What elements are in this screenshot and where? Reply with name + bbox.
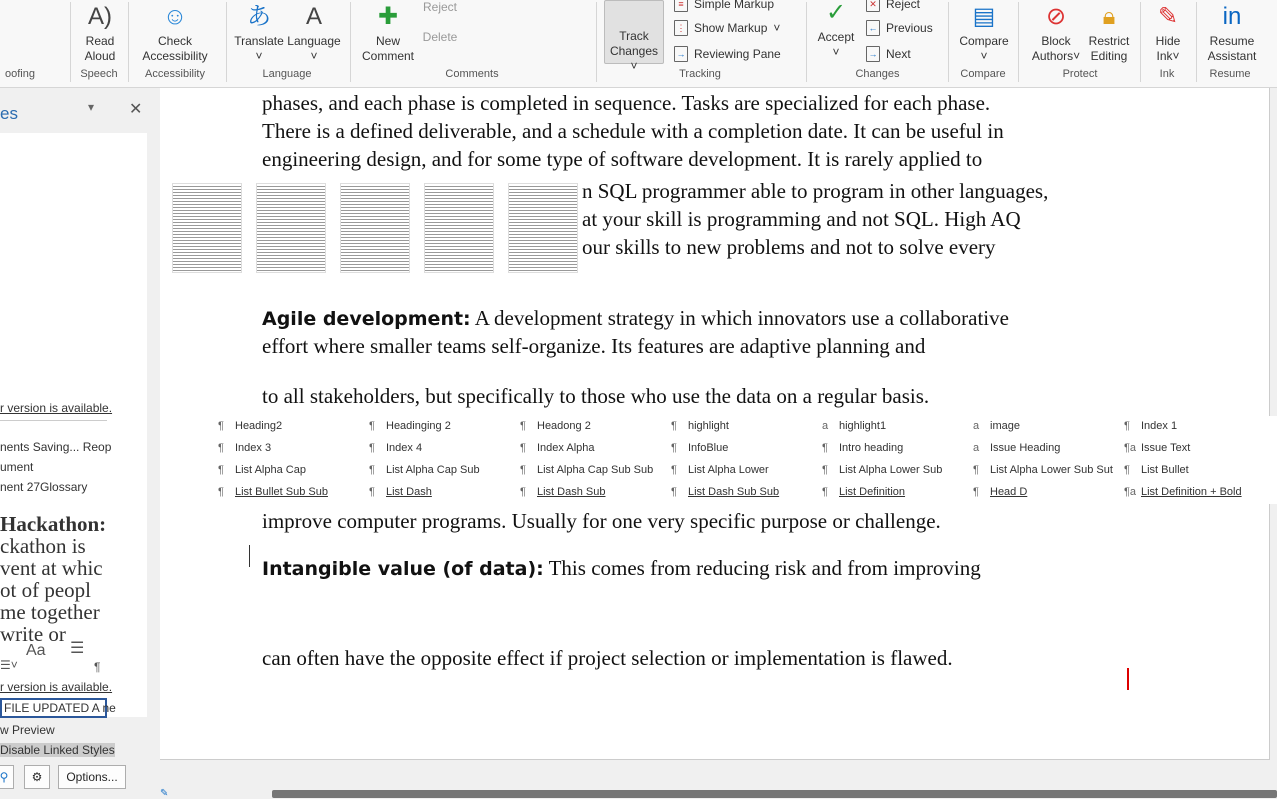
- paragraph-style-icon: ¶: [671, 486, 677, 498]
- group-changes-label: Changes: [855, 68, 900, 80]
- style-item[interactable]: [369, 420, 451, 432]
- style-name: List Definition + Bold: [1141, 486, 1242, 498]
- paragraph-style-icon: ¶: [822, 486, 828, 498]
- doc-line: phases, and each phase is completed in sequence. Tasks are specialized for each phase.: [262, 91, 991, 115]
- disable-linked-styles-checkbox[interactable]: Disable Linked Styles: [0, 743, 115, 757]
- reviewing-pane-icon: →: [674, 46, 688, 62]
- style-item[interactable]: [369, 442, 422, 454]
- reviewing-pane-button[interactable]: → Reviewing Pane: [674, 46, 781, 62]
- show-preview-checkbox[interactable]: w Preview: [0, 723, 55, 737]
- linked-style-icon: ¶a: [1124, 442, 1137, 454]
- style-item[interactable]: [218, 420, 282, 432]
- style-name: Headinging 2: [386, 420, 451, 432]
- style-name: Intro heading: [839, 442, 904, 454]
- style-inspector-icon[interactable]: ⚲: [0, 765, 14, 789]
- group-accessibility-label: Accessibility: [145, 68, 205, 80]
- language-button[interactable]: A Language ˅: [287, 3, 341, 63]
- doc-line: effort where smaller teams self-organize. Its features are adaptive planning and: [262, 334, 926, 358]
- divider: [1196, 2, 1197, 82]
- previous-icon: ←: [866, 20, 880, 36]
- character-style-icon: a: [973, 442, 980, 454]
- group-protect-label: Protect: [1062, 68, 1098, 80]
- paragraph-style-icon: ¶: [218, 420, 224, 432]
- lock-icon: 🔒︎: [1102, 3, 1116, 30]
- doc-line: our skills to new problems and not to solve every: [582, 235, 996, 259]
- style-item[interactable]: [671, 486, 779, 498]
- doc-line: improve computer programs. Usually for one very specific purpose or challenge.: [262, 509, 941, 533]
- paragraph-style-icon: ¶: [1124, 464, 1130, 476]
- style-item[interactable]: [369, 486, 432, 498]
- next-button[interactable]: → Next: [866, 46, 911, 62]
- paragraph-style-icon: ¶: [822, 442, 828, 454]
- style-item[interactable]: [1124, 486, 1242, 498]
- style-item[interactable]: [973, 420, 1020, 432]
- style-name: Index Alpha: [537, 442, 595, 454]
- style-item[interactable]: [822, 464, 942, 476]
- preview-line: me together: [0, 600, 100, 624]
- paragraph-style-icon: ¶: [973, 464, 979, 476]
- style-name: List Alpha Cap Sub Sub: [537, 464, 654, 476]
- preview-line: ckathon is: [0, 534, 86, 558]
- style-name: List Dash: [386, 486, 432, 498]
- style-gallery: [210, 416, 1277, 504]
- preview-line: vent at whic: [0, 556, 103, 580]
- group-resume-label: Resume: [1209, 68, 1251, 80]
- divider: [1140, 2, 1141, 82]
- doc-paragraph-agile: [262, 306, 1009, 331]
- compare-button[interactable]: ▤ Compare ˅: [959, 3, 1009, 63]
- manage-styles-icon[interactable]: ⚙: [24, 765, 50, 789]
- doc-line: at your skill is programming and not SQL. High AQ: [582, 207, 1021, 231]
- style-item[interactable]: [973, 442, 1060, 454]
- group-tracking-label: Tracking: [679, 68, 721, 80]
- page-thumbnail[interactable]: [508, 183, 578, 273]
- doc-line: can often have the opposite effect if project selection or implementation is flawed.: [262, 646, 953, 670]
- divider: [0, 420, 107, 421]
- page-thumbnail[interactable]: [424, 183, 494, 273]
- style-name: List Alpha Lower Sub: [839, 464, 943, 476]
- new-comment-button[interactable]: ✚ New Comment: [361, 3, 414, 63]
- style-name: List Bullet: [1141, 464, 1189, 476]
- style-item[interactable]: [520, 420, 591, 432]
- group-ink-label: Ink: [1159, 68, 1175, 80]
- pane-options-dropdown-icon[interactable]: ▾: [88, 100, 95, 114]
- paragraph-style-icon: ¶: [218, 464, 224, 476]
- block-authors-button[interactable]: ⊘ Block Authors˅: [1031, 3, 1081, 63]
- file-updated-item[interactable]: FILE UPDATED A ne: [0, 698, 107, 718]
- font-icon[interactable]: Aa: [26, 642, 46, 659]
- style-item[interactable]: [520, 464, 653, 476]
- translate-button[interactable]: あ Translate ˅: [234, 3, 284, 63]
- style-item[interactable]: [520, 486, 605, 498]
- hide-ink-button[interactable]: ✎ Hide Ink˅: [1146, 4, 1190, 64]
- term-bold: Agile development:: [262, 308, 471, 330]
- linkedin-icon: in: [1222, 3, 1242, 30]
- style-item[interactable]: [822, 420, 886, 432]
- style-item[interactable]: [1124, 420, 1177, 432]
- read-aloud-button[interactable]: A) Read Aloud: [84, 3, 116, 63]
- style-name: List Bullet Sub Sub: [235, 486, 328, 498]
- paragraph-style-icon: ¶: [218, 486, 224, 498]
- character-style-icon: a: [822, 420, 829, 432]
- style-name: InfoBlue: [688, 442, 729, 454]
- markup-icon: ≡: [674, 0, 688, 12]
- reject-icon: ✕: [866, 0, 880, 12]
- style-name: Index 1: [1141, 420, 1178, 432]
- accept-icon: ✓: [825, 0, 847, 26]
- paragraph-style-icon: ¶: [520, 420, 526, 432]
- paragraph-style-icon: ¶: [369, 486, 375, 498]
- simple-markup-dropdown[interactable]: ≡ Simple Markup: [674, 0, 774, 12]
- style-name: List Definition: [839, 486, 906, 498]
- previous-button[interactable]: ← Previous: [866, 20, 933, 36]
- paragraph-style-icon: ¶: [1124, 420, 1130, 432]
- style-name: highlight1: [839, 420, 887, 432]
- divider: [806, 2, 807, 82]
- list-icon[interactable]: ☰˅: [0, 658, 18, 672]
- status-line: nents Saving... Reop: [0, 440, 112, 454]
- paragraph-style-icon: ¶: [671, 420, 677, 432]
- divider: [948, 2, 949, 82]
- definition-text: This comes from reducing risk and from improving: [543, 556, 981, 580]
- preview-line: Hackathon:: [0, 512, 107, 536]
- doc-line: to all stakeholders, but specifically to those who use the data on a regular basis.: [262, 384, 930, 408]
- preview-line: write or: [0, 622, 66, 646]
- definition-text: A development strategy in which innovators use a collaborative: [470, 306, 1009, 330]
- page-thumbnail[interactable]: [340, 183, 410, 273]
- doc-paragraph-intangible: [262, 556, 981, 581]
- character-style-icon: a: [973, 420, 980, 432]
- accessibility-icon: ☺: [162, 3, 188, 30]
- style-name: List Dash Sub: [537, 486, 606, 498]
- style-name: List Alpha Lower: [688, 464, 769, 476]
- paragraph-style-icon: ¶: [520, 442, 526, 454]
- resume-assistant-button[interactable]: in Resume Assistant: [1207, 3, 1257, 63]
- doc-line: There is a defined deliverable, and a schedule with a completion date. It can be useful in: [262, 119, 1004, 143]
- group-proofing-label: oofing: [5, 68, 35, 80]
- style-name: Head D: [990, 486, 1028, 498]
- style-name: Headong 2: [537, 420, 591, 432]
- group-comments-label: Comments: [445, 68, 499, 80]
- styles-list[interactable]: [0, 133, 147, 717]
- read-aloud-icon: A): [88, 3, 112, 30]
- style-item[interactable]: [1124, 442, 1190, 454]
- style-name: Index 3: [235, 442, 272, 454]
- paragraph-style-icon: ¶: [671, 442, 677, 454]
- divider: [1018, 2, 1019, 82]
- style-item[interactable]: [671, 442, 728, 454]
- translate-icon: あ: [247, 3, 271, 30]
- style-name: List Alpha Cap: [235, 464, 306, 476]
- style-item[interactable]: [1124, 464, 1189, 476]
- group-language-label: Language: [262, 68, 312, 80]
- view-icon[interactable]: ✎: [160, 788, 169, 799]
- style-name: List Dash Sub Sub: [688, 486, 780, 498]
- change-bar: [1127, 668, 1129, 690]
- ribbon: [0, 0, 1277, 88]
- restrict-editing-button[interactable]: 🔒︎ Restrict Editing: [1088, 3, 1130, 63]
- track-changes-button[interactable]: Track Changes ˅: [604, 0, 664, 64]
- doc-line: n SQL programmer able to program in other languages,: [582, 179, 1049, 203]
- reject-top-button[interactable]: Reject Delete: [422, 0, 458, 44]
- divider: [128, 2, 129, 82]
- close-icon[interactable]: ✕: [129, 101, 143, 118]
- style-item[interactable]: [218, 464, 306, 476]
- style-item[interactable]: [671, 420, 729, 432]
- language-icon: A: [305, 3, 322, 30]
- pane-line: ument: [0, 460, 34, 474]
- style-name: Heading2: [235, 420, 283, 432]
- divider: [226, 2, 227, 82]
- style-item[interactable]: [671, 464, 769, 476]
- clipped-line: [262, 646, 1162, 672]
- accept-button[interactable]: ✓ Accept ˅: [817, 0, 855, 59]
- divider: [70, 2, 71, 82]
- horizontal-scrollbar[interactable]: [272, 790, 1277, 798]
- pane-title: es: [0, 104, 18, 123]
- paragraph-style-icon: ¶: [218, 442, 224, 454]
- compare-icon: ▤: [972, 3, 996, 30]
- new-comment-icon: ✚: [377, 3, 399, 30]
- doc-line: engineering design, and for some type of software development. It is rarely applied to: [262, 147, 983, 171]
- linked-style-icon: ¶a: [1124, 486, 1137, 498]
- show-markup-button[interactable]: ⋮ Show Markup ˅: [674, 20, 780, 36]
- style-name: Issue Text: [1141, 442, 1191, 454]
- pane-line: nent 27Glossary: [0, 480, 88, 494]
- paragraph-style-icon: ¶: [369, 420, 375, 432]
- styles-pane: [0, 88, 160, 798]
- style-item[interactable]: [369, 464, 480, 476]
- version-notice-link[interactable]: r version is available.: [0, 680, 113, 694]
- style-name: List Alpha Cap Sub: [386, 464, 480, 476]
- style-name: List Alpha Lower Sub Sut: [990, 464, 1113, 476]
- paragraph-style-icon: ¶: [369, 442, 375, 454]
- style-name: Issue Heading: [990, 442, 1061, 454]
- style-item[interactable]: [218, 486, 328, 498]
- options-button[interactable]: Options...: [58, 765, 126, 789]
- pilcrow-icon[interactable]: ¶: [94, 660, 101, 674]
- check-accessibility-button[interactable]: ☺ Check Accessibility: [142, 3, 208, 63]
- style-name: image: [990, 420, 1020, 432]
- style-item[interactable]: [520, 442, 595, 454]
- style-item[interactable]: [218, 442, 271, 454]
- next-icon: →: [866, 46, 880, 62]
- reject-button[interactable]: ✕ Reject: [866, 0, 920, 12]
- style-name: Index 4: [386, 442, 423, 454]
- show-markup-icon: ⋮: [674, 20, 688, 36]
- paragraph-style-icon: ¶: [520, 486, 526, 498]
- page-thumbnail[interactable]: [256, 183, 326, 273]
- divider: [596, 2, 597, 82]
- paragraph-style-icon: ¶: [520, 464, 526, 476]
- version-notice-link[interactable]: r version is available.: [0, 401, 113, 415]
- style-item[interactable]: [973, 464, 1113, 476]
- paragraph-style-icon: ¶: [822, 464, 828, 476]
- term-bold: Intangible value (of data):: [262, 558, 544, 580]
- divider: [350, 2, 351, 82]
- style-item[interactable]: [822, 442, 903, 454]
- preview-line: ot of peopl: [0, 578, 91, 602]
- group-speech-label: Speech: [80, 68, 118, 80]
- paragraph-lines-icon[interactable]: ☰: [70, 640, 85, 657]
- ink-icon: ✎: [1157, 3, 1179, 30]
- paragraph-style-icon: ¶: [671, 464, 677, 476]
- style-item[interactable]: [822, 486, 905, 498]
- style-item[interactable]: [973, 486, 1027, 498]
- group-compare-label: Compare: [960, 68, 1006, 80]
- page-thumbnail[interactable]: [172, 183, 242, 273]
- paragraph-style-icon: ¶: [369, 464, 375, 476]
- block-authors-icon: ⊘: [1045, 3, 1067, 30]
- paragraph-style-icon: ¶: [973, 486, 979, 498]
- style-name: highlight: [688, 420, 729, 432]
- text-cursor: [249, 545, 250, 567]
